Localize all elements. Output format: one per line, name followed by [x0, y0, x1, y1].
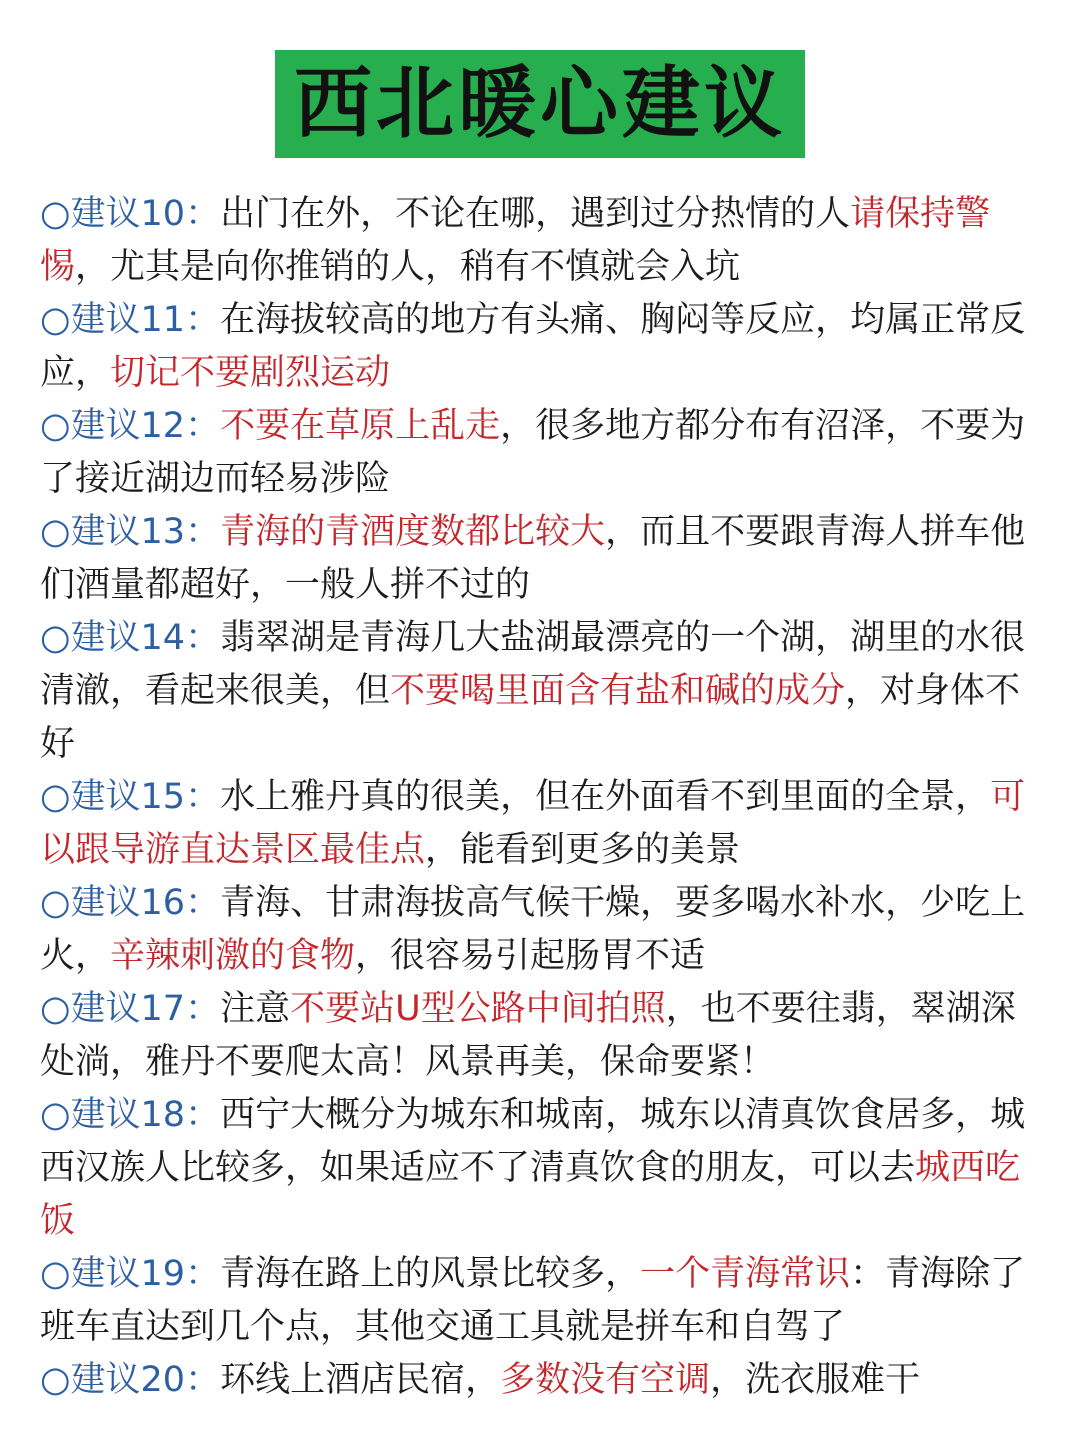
tip-text: 水上雅丹真的很美，但在外面看不到里面的全景， [220, 777, 991, 817]
tip-text: ，很容易引起肠胃不适 [355, 936, 706, 976]
tip-text: 出门在外，不论在哪，遇到过分热情的人 [220, 194, 851, 234]
tips-list [40, 188, 1040, 1407]
tip-label: ○建议18： [40, 1095, 221, 1135]
tip-highlight: 一个青海常识 [640, 1254, 851, 1294]
tip-text: 环线上酒店民宿， [220, 1360, 501, 1400]
tip-item [40, 294, 1040, 400]
tip-label: ○建议12： [40, 406, 221, 446]
tip-label: ○建议19： [40, 1254, 221, 1294]
tip-text: ，洗衣服难干 [710, 1360, 921, 1400]
tip-label: ○建议17： [40, 989, 221, 1029]
tip-text: ，能看到更多的美景 [425, 830, 741, 870]
tip-text: ，对身体不好 [40, 671, 1021, 764]
title-banner [275, 50, 805, 158]
tip-item [40, 1354, 1040, 1407]
tip-item [40, 1248, 1040, 1354]
tip-highlight: 可以跟导游直达景区最佳点 [40, 777, 1026, 870]
tip-label: ○建议20： [40, 1360, 221, 1400]
tip-item [40, 983, 1040, 1089]
tip-text: ，尤其是向你推销的人，稍有不慎就会入坑 [75, 247, 741, 287]
tip-highlight: 请保持警惕 [40, 194, 991, 287]
tip-text: ，也不要往翡，翠湖深处淌，雅丹不要爬太高！风景再美，保命要紧！ [40, 989, 1016, 1082]
tip-highlight: 多数没有空调 [500, 1360, 711, 1400]
tip-text: ：青海除了班车直达到几个点，其他交通工具就是拼车和自驾了 [40, 1254, 1026, 1347]
tip-highlight: 青海的青酒度数都比较大 [220, 512, 606, 552]
tip-item [40, 612, 1040, 771]
tip-text: 青海在路上的风景比较多， [220, 1254, 641, 1294]
tip-item [40, 400, 1040, 506]
tip-text: 在海拔较高的地方有头痛、胸闷等反应，均属正常反应， [40, 300, 1026, 393]
tip-highlight: 不要在草原上乱走 [220, 406, 501, 446]
tip-item [40, 1089, 1040, 1248]
tip-item [40, 506, 1040, 612]
tip-text: 翡翠湖是青海几大盐湖最漂亮的一个湖，湖里的水很清澈，看起来很美，但 [40, 618, 1026, 711]
tip-label: ○建议11： [40, 300, 221, 340]
tip-label: ○建议14： [40, 618, 221, 658]
tip-text: ，很多地方都分布有沼泽，不要为了接近湖边而轻易涉险 [40, 406, 1026, 499]
tip-item [40, 771, 1040, 877]
tip-text: 青海、甘肃海拔高气候干燥，要多喝水补水，少吃上火， [40, 883, 1026, 976]
tip-label: ○建议13： [40, 512, 221, 552]
tip-label: ○建议10： [40, 194, 221, 234]
tip-label: ○建议16： [40, 883, 221, 923]
tip-item [40, 188, 1040, 294]
tip-highlight: 不要喝里面含有盐和碱的成分 [390, 671, 846, 711]
tip-text: ，而且不要跟青海人拼车他们酒量都超好，一般人拼不过的 [40, 512, 1026, 605]
tip-text: 注意 [220, 989, 291, 1029]
tip-item [40, 877, 1040, 983]
tip-text: 西宁大概分为城东和城南，城东以清真饮食居多，城西汉族人比较多，如果适应不了清真饮食的朋友，可以去 [40, 1095, 1026, 1188]
tip-label: ○建议15： [40, 777, 221, 817]
tip-highlight: 城西吃饭 [40, 1148, 1021, 1241]
tip-highlight: 不要站U型公路中间拍照 [290, 989, 666, 1029]
tip-highlight: 切记不要剧烈运动 [110, 353, 391, 393]
page-title: 西北暖心建议 [293, 59, 786, 149]
tip-highlight: 辛辣刺激的食物 [110, 936, 356, 976]
